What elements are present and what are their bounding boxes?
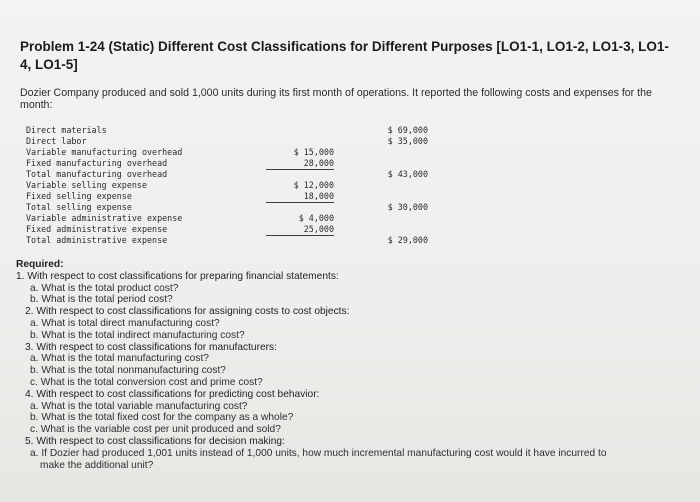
sub-question: b. What is the total nonmanufacturing cost? <box>30 365 226 377</box>
question: 4. With respect to cost classifications for predicting cost behavior: <box>25 388 320 400</box>
problem-intro: Dozier Company produced and sold 1,000 units during its first month of operations. It reported the following costs and expenses for the month: <box>20 87 652 111</box>
cost-total: $ 43,000 <box>387 169 428 179</box>
sub-question: b. What is the total fixed cost for the company as a whole? <box>30 412 294 424</box>
sub-question: b. What is the total indirect manufacturing cost? <box>30 329 245 341</box>
cost-amount: $ 4,000 <box>298 213 334 223</box>
problem-title: Problem 1-24 (Static) Different Cost Classifications for Different Purposes [LO1-1, LO1-2, LO1-3, LO1-4, LO1-5] <box>20 39 669 72</box>
cost-label: Fixed administrative expense <box>26 224 168 234</box>
cost-total: $ 69,000 <box>387 125 428 135</box>
cost-schedule <box>26 125 426 255</box>
sub-question: a. What is total direct manufacturing cost? <box>30 317 220 329</box>
question: 3. With respect to cost classifications for manufacturers: <box>25 341 277 353</box>
cost-amount: 18,000 <box>266 191 334 203</box>
sub-question: a. What is the total product cost? <box>30 282 179 294</box>
cost-label: Total manufacturing overhead <box>26 169 168 179</box>
cost-label: Fixed manufacturing overhead <box>26 158 168 168</box>
sub-question: b. What is the total period cost? <box>30 294 173 306</box>
cost-amount: $ 15,000 <box>293 147 334 157</box>
cost-total: $ 29,000 <box>387 235 428 245</box>
sub-question: a. What is the total manufacturing cost? <box>30 353 209 365</box>
cost-label: Variable manufacturing overhead <box>26 147 183 157</box>
sub-question: c. What is the total conversion cost and prime cost? <box>30 376 263 388</box>
cost-label: Direct materials <box>26 125 107 135</box>
cost-label: Total administrative expense <box>26 235 168 245</box>
cost-amount: 28,000 <box>266 158 334 170</box>
cost-label: Variable administrative expense <box>26 213 183 223</box>
sub-question: a. If Dozier had produced 1,001 units instead of 1,000 units, how much incremental manufacturing cost would it have incurred to <box>30 447 607 459</box>
cost-label: Direct labor <box>26 136 87 146</box>
sub-question: a. What is the total variable manufacturing cost? <box>30 400 248 412</box>
question: 1. With respect to cost classifications for preparing financial statements: <box>16 270 339 282</box>
cost-total: $ 35,000 <box>387 136 428 146</box>
cost-amount: $ 12,000 <box>293 180 334 190</box>
cost-label: Fixed selling expense <box>26 191 132 201</box>
cost-label: Variable selling expense <box>26 180 148 190</box>
cost-total: $ 30,000 <box>387 202 428 212</box>
cost-label: Total selling expense <box>26 202 132 212</box>
cost-amount: 25,000 <box>266 224 334 236</box>
sub-question-continuation: make the additional unit? <box>40 459 154 471</box>
sub-question: c. What is the variable cost per unit produced and sold? <box>30 424 281 436</box>
question: 5. With respect to cost classifications for decision making: <box>25 435 285 447</box>
required-heading: Required: <box>16 259 64 270</box>
question: 2. With respect to cost classifications for assigning costs to cost objects: <box>25 306 350 318</box>
required-section <box>16 259 686 471</box>
